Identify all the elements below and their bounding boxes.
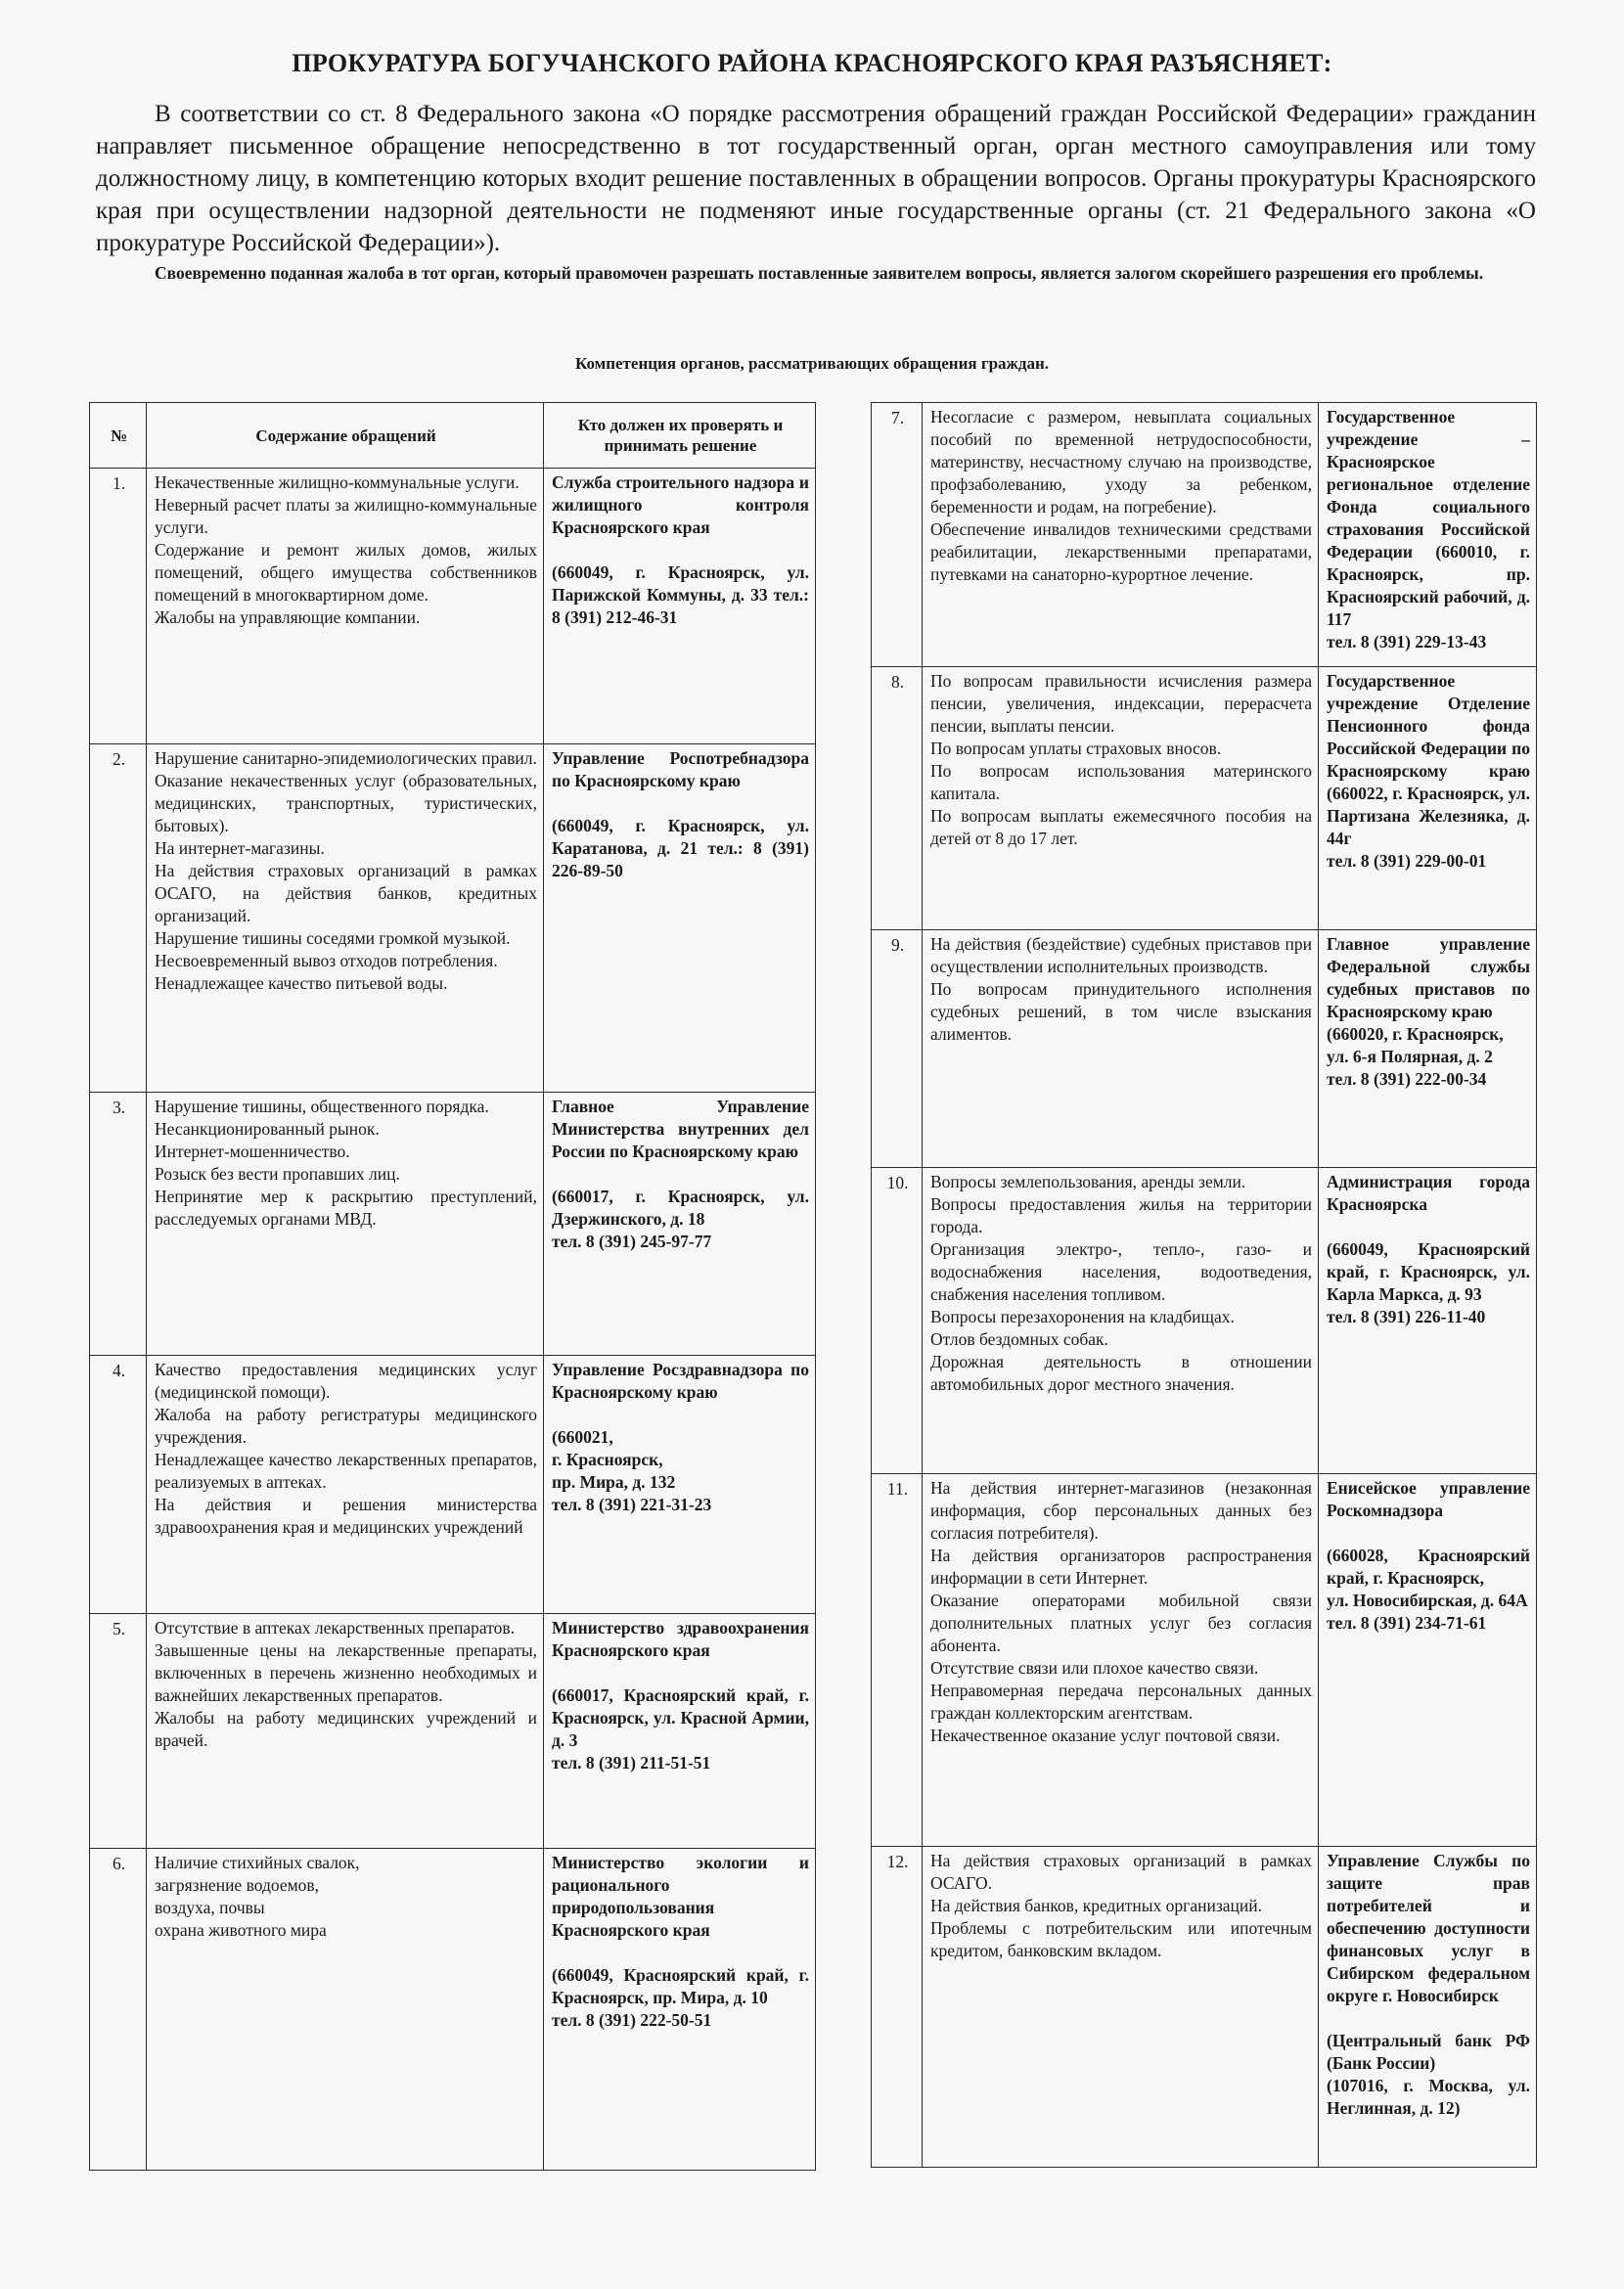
header-num: № (90, 403, 147, 469)
row-number: 12. (872, 1847, 923, 2168)
content-item: Обеспечение инвалидов техническими средствами реабилитации, лекарственными препаратами, путевками на санаторно-курортное лечение. (930, 519, 1312, 584)
row-responsible-org: Управление Роспотребнадзора по Красноярскому краю (660049, г. Красноярск, ул. Каратанова, д. 21 тел.: 8 (391) 226-89-50 (544, 744, 816, 1093)
header-org: Кто должен их проверять и принимать решение (544, 403, 816, 469)
table-caption: Компетенция органов, рассматривающих обращения граждан. (574, 354, 1049, 373)
row-number: 6. (90, 1849, 147, 2171)
row-number: 11. (872, 1474, 923, 1847)
content-item: Содержание и ремонт жилых домов, жилых помещений, общего имущества собственников помещений в многоквартирном доме. (155, 540, 537, 605)
document-title: ПРОКУРАТУРА БОГУЧАНСКОГО РАЙОНА КРАСНОЯРСКОГО КРАЯ РАЗЪЯСНЯЕТ: (292, 49, 1332, 77)
content-item: Проблемы с потребительским или ипотечным кредитом, банковским вкладом. (930, 1918, 1312, 1960)
content-item: На действия банков, кредитных организаций. (930, 1896, 1262, 1915)
row-number: 5. (90, 1614, 147, 1849)
content-item: Оказание операторами мобильной связи дополнительных платных услуг без согласия абонента. (930, 1591, 1312, 1655)
row-content (923, 1474, 1319, 1847)
row-responsible-org: Енисейское управление Роскомнадзора (660028, Красноярский край, г. Красноярск, ул. Новосибирская, д. 64А тел. 8 (391) 234-71-61 (1319, 1474, 1537, 1847)
content-item: воздуха, почвы (155, 1898, 265, 1917)
competence-table-left (89, 402, 816, 2171)
row-number: 9. (872, 930, 923, 1168)
row-responsible-org: Государственное учреждение Отделение Пенсионного фонда Российской Федерации по Красноярскому краю (660022, г. Красноярск, ул. Партизана Железняка, д. 44г тел. 8 (391) 229-00-01 (1319, 667, 1537, 930)
table-row (90, 1356, 816, 1614)
row-content (147, 1614, 544, 1849)
content-item: По вопросам правильности исчисления размера пенсии, увеличения, индексации, перерасчета пенсии, выплаты пенсии. (930, 671, 1312, 736)
row-content (147, 1356, 544, 1614)
row-number: 2. (90, 744, 147, 1093)
content-item: По вопросам выплаты ежемесячного пособия на детей от 8 до 17 лет. (930, 806, 1312, 848)
content-item: Вопросы предоставления жилья на территории города. (930, 1194, 1312, 1236)
content-item: Некачественное оказание услуг почтовой связи. (930, 1726, 1281, 1745)
table-row (872, 930, 1537, 1168)
content-item: Интернет-мошенничество. (155, 1142, 350, 1161)
row-responsible-org: Министерство экологии и рационального природопользования Красноярского края (660049, Красноярский край, г. Красноярск, пр. Мира, д. 10 тел. 8 (391) 222-50-51 (544, 1849, 816, 2171)
row-content (147, 1849, 544, 2171)
content-item: Ненадлежащее качество лекарственных препаратов, реализуемых в аптеках. (155, 1450, 537, 1492)
row-responsible-org: Министерство здравоохранения Красноярского края (660017, Красноярский край, г. Красноярск, ул. Красной Армии, д. 3 тел. 8 (391) 211-51-51 (544, 1614, 816, 1849)
content-item: Вопросы перезахоронения на кладбищах. (930, 1307, 1235, 1326)
content-item: Несогласие с размером, невыплата социальных пособий по временной нетрудоспособности, материнству, несчастному случаю на производстве, профзаболеванию, уходу за ребенком, беременности и родам, на погребение). (930, 407, 1312, 516)
content-item: На интернет-магазины. (155, 838, 325, 858)
row-responsible-org: Администрация города Красноярска (660049, Красноярский край, г. Красноярск, ул. Карла Маркса, д. 93 тел. 8 (391) 226-11-40 (1319, 1168, 1537, 1474)
content-item: Розыск без вести пропавших лиц. (155, 1164, 400, 1184)
content-item: Несанкционированный рынок. (155, 1119, 380, 1139)
content-item: Несвоевременный вывоз отходов потребления. (155, 951, 498, 970)
table-row (90, 1614, 816, 1849)
content-item: Завышенные цены на лекарственные препараты, включенных в перечень жизненно необходимых и важнейших лекарственных препаратов. (155, 1640, 537, 1705)
table-header-row (90, 403, 816, 469)
content-item: Нарушение санитарно-эпидемиологических правил. (155, 748, 537, 768)
row-responsible-org: Управление Службы по защите прав потребителей и обеспечению доступности финансовых услуг в Сибирском федеральном округе г. Новосибирск (Центральный банк РФ (Банк России) (107016, г. Москва, ул. Неглинная, д. 12) (1319, 1847, 1537, 2168)
row-content (923, 1847, 1319, 2168)
content-item: По вопросам принудительного исполнения судебных решений, в том числе взыскания алиментов. (930, 979, 1312, 1044)
intro-section (96, 98, 1536, 286)
row-number: 10. (872, 1168, 923, 1474)
table-row (872, 1474, 1537, 1847)
header-content: Содержание обращений (147, 403, 544, 469)
row-number: 1. (90, 469, 147, 744)
row-responsible-org: Государственное учреждение – Красноярское региональное отделение Фонда социального страхования Российской Федерации (660010, г. Красноярск, пр. Красноярский рабочий, д. 117 тел. 8 (391) 229-13-43 (1319, 403, 1537, 667)
intro-bold-note: Своевременно поданная жалоба в тот орган, который правомочен разрешать поставленные заявителем вопросы, является залогом скорейшего разрешения его проблемы. (155, 263, 1484, 283)
content-item: На действия страховых организаций в рамках ОСАГО. (930, 1851, 1312, 1893)
table-row (872, 1168, 1537, 1474)
table-row (90, 744, 816, 1093)
table-row (90, 1849, 816, 2171)
content-item: По вопросам использования материнского капитала. (930, 761, 1312, 803)
row-number: 3. (90, 1093, 147, 1356)
content-item: охрана животного мира (155, 1920, 327, 1940)
content-item: Непринятие мер к раскрытию преступлений, расследуемых органами МВД. (155, 1187, 537, 1229)
table-row (90, 1093, 816, 1356)
row-responsible-org: Управление Росздравнадзора по Красноярскому краю (660021, г. Красноярск, пр. Мира, д. 132 тел. 8 (391) 221-31-23 (544, 1356, 816, 1614)
content-item: Качество предоставления медицинских услуг (медицинской помощи). (155, 1360, 537, 1402)
row-content (147, 469, 544, 744)
content-item: Жалобы на управляющие компании. (155, 607, 421, 627)
content-item: Ненадлежащее качество питьевой воды. (155, 973, 448, 993)
content-item: На действия организаторов распространения информации в сети Интернет. (930, 1546, 1312, 1588)
table-row (872, 403, 1537, 667)
row-responsible-org: Главное Управление Министерства внутренних дел России по Красноярскому краю (660017, г. Красноярск, ул. Дзержинского, д. 18 тел. 8 (391) 245-97-77 (544, 1093, 816, 1356)
content-item: Вопросы землепользования, аренды земли. (930, 1172, 1246, 1191)
row-content (147, 744, 544, 1093)
content-item: Отлов бездомных собак. (930, 1329, 1108, 1349)
row-responsible-org: Главное управление Федеральной службы судебных приставов по Красноярскому краю (660020, г. Красноярск, ул. 6-я Полярная, д. 2 тел. 8 (391) 222-00-34 (1319, 930, 1537, 1168)
content-item: Отсутствие в аптеках лекарственных препаратов. (155, 1618, 516, 1638)
content-item: По вопросам уплаты страховых вносов. (930, 739, 1222, 758)
competence-table-right (871, 402, 1537, 2168)
content-item: Дорожная деятельность в отношении автомобильных дорог местного значения. (930, 1352, 1312, 1394)
table-row (872, 667, 1537, 930)
row-number: 7. (872, 403, 923, 667)
content-item: Неправомерная передача персональных данных граждан коллекторским агентствам. (930, 1681, 1312, 1723)
content-item: Оказание некачественных услуг (образовательных, медицинских, транспортных, туристических, бытовых). (155, 771, 537, 835)
row-content (923, 930, 1319, 1168)
content-item: Отсутствие связи или плохое качество связи. (930, 1658, 1259, 1678)
row-content (147, 1093, 544, 1356)
content-item: Организация электро-, тепло-, газо- и водоснабжения населения, водоотведения, снабжения населения топливом. (930, 1239, 1312, 1304)
content-item: На действия страховых организаций в рамках ОСАГО, на действия банков, кредитных организаций. (155, 861, 537, 925)
content-item: На действия интернет-магазинов (незаконная информация, сбор персональных данных без согласия потребителя). (930, 1478, 1312, 1543)
table-row (90, 469, 816, 744)
content-item: Жалобы на работу медицинских учреждений и врачей. (155, 1708, 537, 1750)
row-number: 4. (90, 1356, 147, 1614)
content-item: загрязнение водоемов, (155, 1875, 320, 1895)
row-responsible-org: Служба строительного надзора и жилищного контроля Красноярского края (660049, г. Красноярск, ул. Парижской Коммуны, д. 33 тел.: 8 (391) 212-46-31 (544, 469, 816, 744)
content-item: Жалоба на работу регистратуры медицинского учреждения. (155, 1405, 537, 1447)
content-item: Наличие стихийных свалок, (155, 1853, 360, 1872)
content-item: Нарушение тишины соседями громкой музыкой. (155, 928, 511, 948)
row-content (923, 1168, 1319, 1474)
content-item: Некачественные жилищно-коммунальные услуги. (155, 472, 519, 492)
content-item: На действия (бездействие) судебных приставов при осуществлении исполнительных производств. (930, 934, 1312, 976)
row-content (923, 667, 1319, 930)
content-item: На действия и решения министерства здравоохранения края и медицинских учреждений (155, 1495, 537, 1537)
intro-paragraph: В соответствии со ст. 8 Федерального закона «О порядке рассмотрения обращений граждан Российской Федерации» гражданин направляет письменное обращение непосредственно в тот государственный орган, орган местного самоуправления или тому должностному лицу, в компетенцию которых входит решение поставленных в обращении вопросов. Органы прокуратуры Красноярского края при осуществлении надзорной деятельности не подменяют иные государственные органы (ст. 21 Федерального закона «О прокуратуре Российской Федерации»). (96, 101, 1536, 256)
content-item: Нарушение тишины, общественного порядка. (155, 1097, 489, 1116)
row-content (923, 403, 1319, 667)
row-number: 8. (872, 667, 923, 930)
table-row (872, 1847, 1537, 2168)
content-item: Неверный расчет платы за жилищно-коммунальные услуги. (155, 495, 537, 537)
